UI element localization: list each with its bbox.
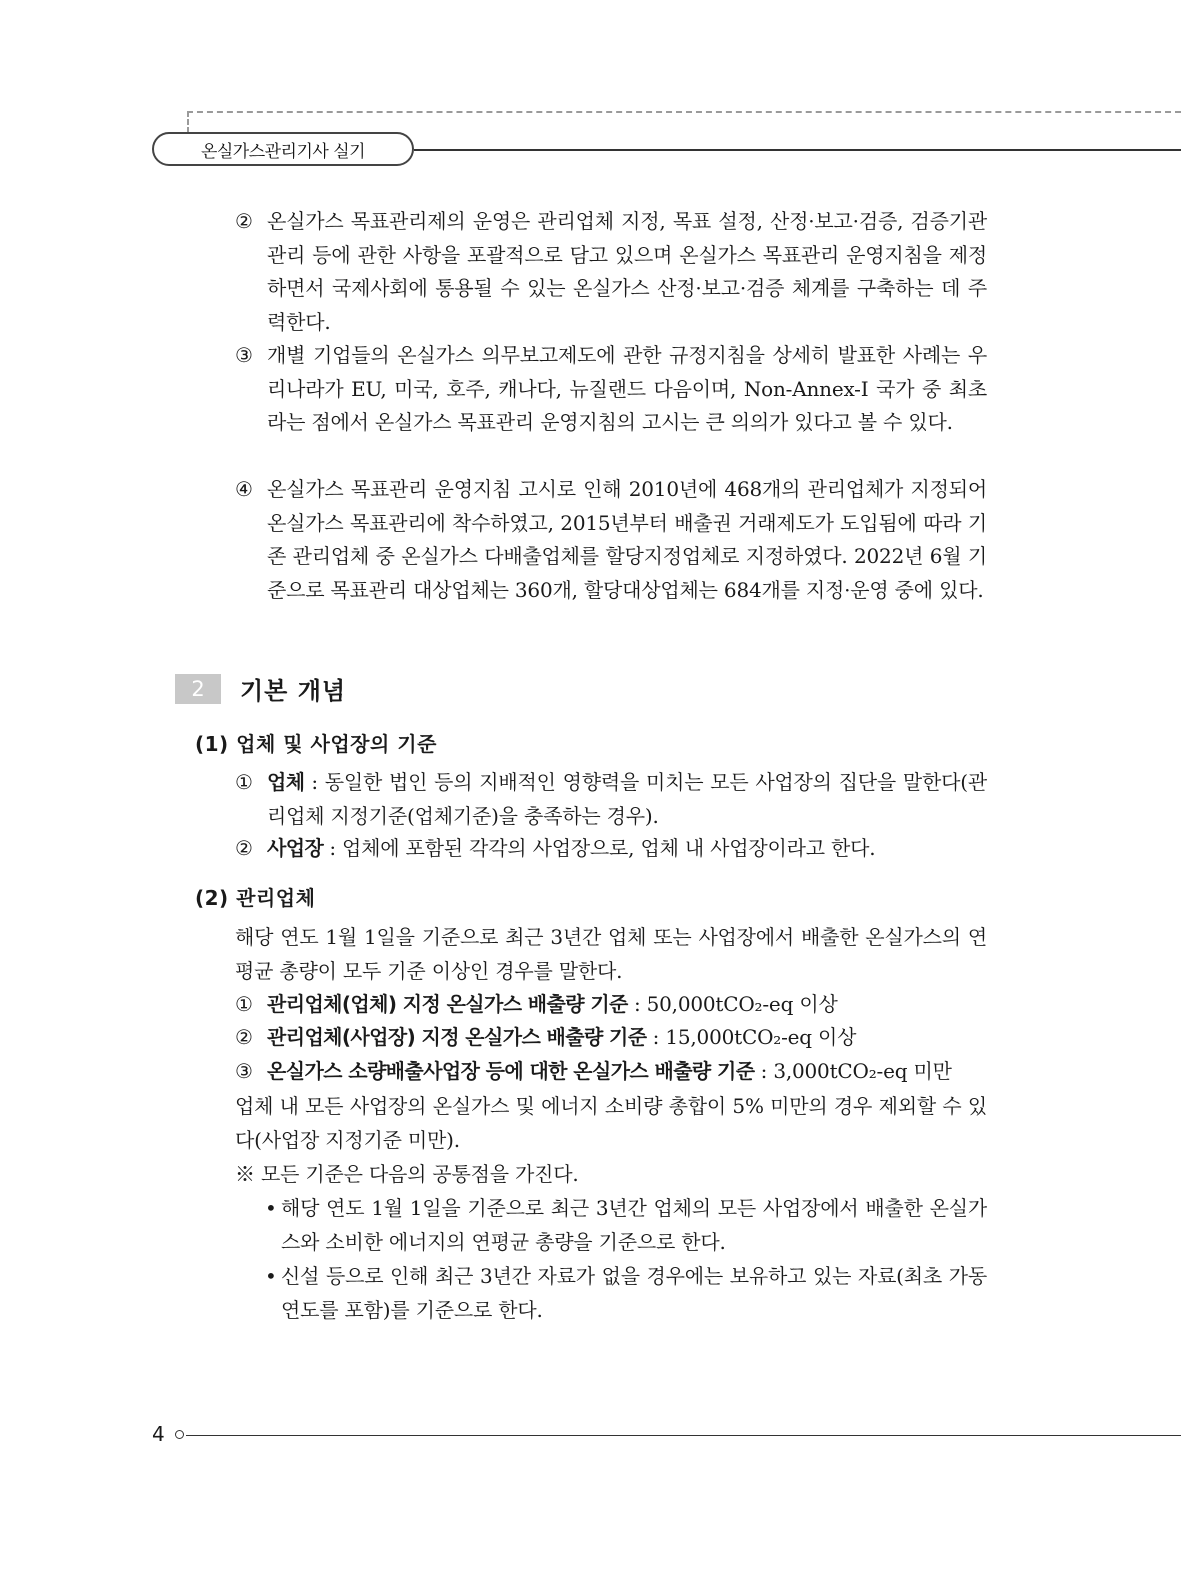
item-text: 개별 기업들의 온실가스 의무보고제도에 관한 규정지침을 상세히 발표한 사례는 우리나라가 EU, 미국, 호주, 캐나다, 뉴질랜드 다음이며, Non-Annex-I 국가 중 최초라는 점에서 온실가스 목표관리 운영지침의 고시는 큰 의의가 있다고 볼 수 있다.: [267, 343, 987, 434]
bullet-dot: •: [265, 1196, 277, 1220]
item-number: ④: [235, 477, 253, 501]
list-item: [235, 205, 987, 339]
header-dashed-corner: [187, 111, 189, 133]
item-desc: : 동일한 법인 등의 지배적인 영향력을 미치는 모든 사업장의 집단을 말한다(관리업체 지정기준(업체기준)을 충족하는 경우).: [267, 770, 987, 828]
item-text: 온실가스 목표관리 운영지침 고시로 인해 2010년에 468개의 관리업체가 지정되어 온실가스 목표관리에 착수하였고, 2015년부터 배출권 거래제도가 도입됨에 따라 기존 관리업체 중 온실가스 다배출업체를 할당지정업체로 지정하였다. 2022년 6월 기준으로 목표관리 대상업체는 360개, 할당대상업체는 684개를 지정·운영 중에 있다.: [267, 477, 987, 602]
exclusion-paragraph: 업체 내 모든 사업장의 온실가스 및 에너지 소비량 총합이 5% 미만의 경우 제외할 수 있다(사업장 지정기준 미만).: [235, 1094, 987, 1152]
item-term: 사업장: [267, 836, 324, 860]
item-number: ②: [235, 836, 253, 860]
item-number: ①: [235, 992, 253, 1016]
header-tab: [152, 132, 414, 166]
list-item: [235, 766, 987, 833]
item-desc: : 3,000tCO₂-eq 미만: [754, 1059, 952, 1083]
list-item: [235, 1055, 987, 1089]
subsection-title: (2) 관리업체: [195, 886, 316, 910]
page-number: 4: [152, 1422, 165, 1446]
bullet-text: 해당 연도 1월 1일을 기준으로 최근 3년간 업체의 모든 사업장에서 배출한 온실가스와 소비한 에너지의 연평균 총량을 기준으로 한다.: [281, 1196, 987, 1254]
header-rule: [414, 149, 1181, 151]
item-term: 관리업체(업체) 지정 온실가스 배출량 기준: [267, 992, 628, 1016]
item-term: 관리업체(사업장) 지정 온실가스 배출량 기준: [267, 1025, 647, 1049]
item-text: [267, 988, 987, 1022]
bullet-dot: •: [265, 1264, 277, 1288]
item-text: [267, 832, 987, 866]
list-item: [235, 473, 987, 607]
bullet-item: [265, 1192, 987, 1259]
item-text: 온실가스 목표관리제의 운영은 관리업체 지정, 목표 설정, 산정·보고·검증, 검증기관 관리 등에 관한 사항을 포괄적으로 담고 있으며 온실가스 목표관리 운영지침을 제정하면서 국제사회에 통용될 수 있는 온실가스 산정·보고·검증 체계를 구축하는 데 주력한다.: [267, 209, 987, 334]
item-text: [267, 766, 987, 833]
item-desc: : 15,000tCO₂-eq 이상: [646, 1025, 857, 1049]
item-desc: : 업체에 포함된 각각의 사업장으로, 업체 내 사업장이라고 한다.: [323, 836, 876, 860]
item-number: ②: [235, 1025, 253, 1049]
item-text: [267, 1055, 987, 1089]
item-text: [267, 1021, 987, 1055]
section-number: 2: [191, 677, 205, 701]
header-dashed-rule: [187, 111, 1181, 113]
list-item: [235, 1021, 987, 1055]
item-term: 온실가스 소량배출사업장 등에 대한 온실가스 배출량 기준: [267, 1059, 755, 1083]
item-number: ③: [235, 343, 253, 367]
item-number: ③: [235, 1059, 253, 1083]
item-number: ①: [235, 770, 253, 794]
header-tab-label: 온실가스관리기사 실기: [200, 141, 366, 162]
bullet-text: 신설 등으로 인해 최근 3년간 자료가 없을 경우에는 보유하고 있는 자료(최초 가동연도를 포함)를 기준으로 한다.: [281, 1264, 987, 1322]
footer-circle: [175, 1430, 184, 1439]
subsection-title: (1) 업체 및 사업장의 기준: [195, 732, 437, 756]
list-item: [235, 988, 987, 1022]
section-title: 기본 개념: [240, 677, 347, 705]
item-term: 업체: [267, 770, 305, 794]
item-desc: : 50,000tCO₂-eq 이상: [627, 992, 838, 1016]
common-criteria-remark: ※ 모든 기준은 다음의 공통점을 가진다.: [235, 1162, 579, 1186]
list-item: [235, 339, 987, 440]
footer-rule: [186, 1435, 1181, 1436]
item-number: ②: [235, 209, 253, 233]
section-number-badge: [175, 674, 221, 704]
intro-paragraph: 해당 연도 1월 1일을 기준으로 최근 3년간 업체 또는 사업장에서 배출한 온실가스의 연평균 총량이 모두 기준 이상인 경우를 말한다.: [235, 925, 987, 983]
list-item: [235, 832, 987, 866]
bullet-item: [265, 1260, 987, 1327]
